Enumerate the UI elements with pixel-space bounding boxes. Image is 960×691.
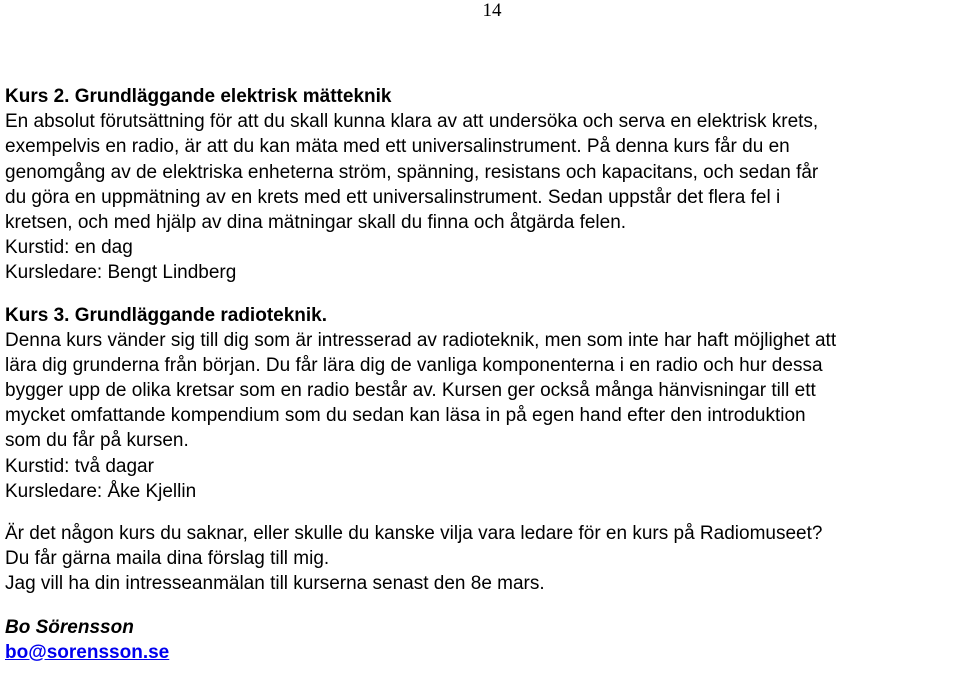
kurs3-body-line: mycket omfattande kompendium som du sedan kan läsa in på egen hand efter den introduktion [5,405,806,427]
kurs3-body-line: Denna kurs vänder sig till dig som är intresserad av radioteknik, men som inte har haft möjlighet att [5,329,837,351]
kurs3-body-line: som du får på kursen. [5,430,189,452]
kurs2-section [5,84,958,286]
kurs3-kurstid: Kurstid: två dagar [5,455,154,477]
kurs2-body-line: genomgång av de elektriska enheterna ström, spänning, resistans och kapacitans, och sedan får [5,161,819,183]
signature-section [5,615,958,665]
kurs3-heading: Kurs 3. Grundläggande radioteknik. [5,304,328,326]
closing-line: Är det någon kurs du saknar, eller skulle du kanske vilja vara ledare för en kurs på Radiomuseet? [5,523,823,544]
closing-line: Jag vill ha din intresseanmälan till kurserna senast den 8e mars. [5,573,545,595]
signature-name: Bo Sörensson [5,616,134,638]
signature-email-link[interactable]: bo@sorensson.se [5,641,170,663]
kurs3-body-line: lära dig grunderna från början. Du får lära dig de vanliga komponenterna i en radio och hur dessa [5,354,823,376]
kurs2-body-line: kretsen, och med hjälp av dina mätningar skall du finna och åtgärda felen. [5,211,627,233]
kurs2-body-line: En absolut förutsättning för att du skall kunna klara av att undersöka och serva en elektrisk krets, [5,111,819,133]
kurs2-kursledare: Kursledare: Bengt Lindberg [5,262,237,284]
kurs2-heading: Kurs 2. Grundläggande elektrisk mätteknik [5,86,392,107]
kurs2-kurstid: Kurstid: en dag [5,237,133,259]
closing-section [5,521,958,597]
kurs2-body-line: exempelvis en radio, är att du kan mäta med ett universalinstrument. På denna kurs får du en [5,136,790,158]
closing-line: Du får gärna maila dina förslag till mig. [5,548,330,570]
document-body [5,84,958,665]
kurs3-kursledare: Kursledare: Åke Kjellin [5,480,197,502]
kurs3-body-line: bygger upp de olika kretsar som en radio består av. Kursen ger också många hänvisningar till ett [5,380,816,402]
kurs3-section [5,303,958,505]
page-number: 14 [482,0,502,21]
kurs2-body-line: du göra en uppmätning av en krets med ett universalinstrument. Sedan uppstår det flera fel i [5,186,781,208]
